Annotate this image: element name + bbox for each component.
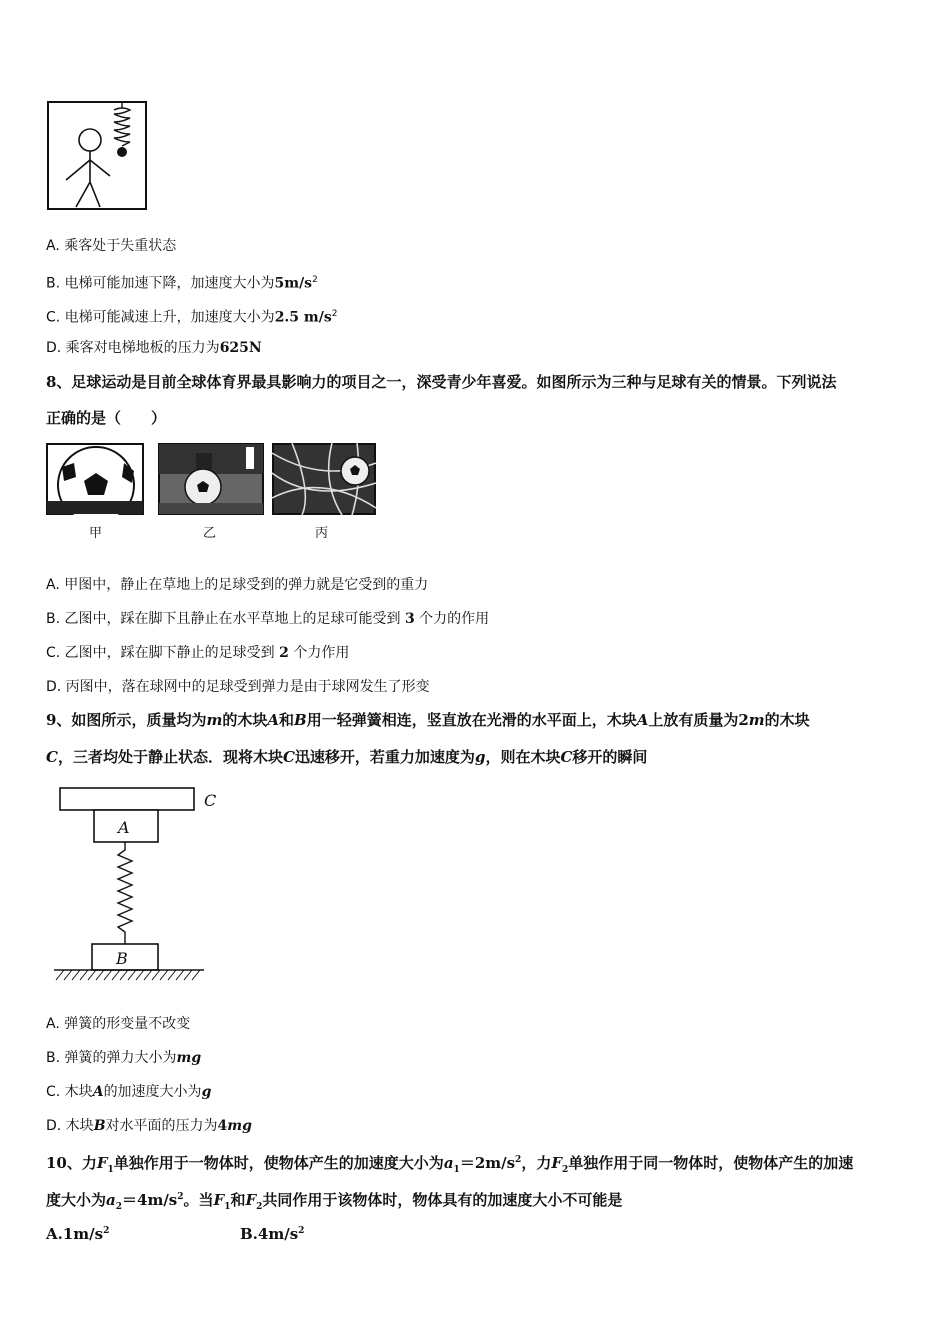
q8-option-c-tail: 个力作用 bbox=[293, 645, 350, 661]
q10-stem-text: ，力 bbox=[521, 1154, 552, 1172]
q7-option-c bbox=[46, 304, 337, 328]
q10-superscript: 2 bbox=[515, 1155, 522, 1165]
label-c: C bbox=[204, 791, 217, 810]
caption-yi: 乙 bbox=[203, 526, 217, 541]
q7-option-d-value: 625N bbox=[219, 340, 262, 356]
q9-symbol-m: m bbox=[748, 711, 765, 729]
q10-superscript: 2 bbox=[177, 1192, 184, 1202]
q10-subscript: 2 bbox=[561, 1165, 569, 1175]
football-photo-yi bbox=[158, 443, 264, 515]
q8-option-d: D. 丙图中，落在球网中的足球受到弹力是由于球网发生了形变 bbox=[46, 679, 430, 695]
spring-block-diagram bbox=[52, 784, 232, 984]
q9-stem-line2 bbox=[46, 747, 647, 767]
q10-stem-line2 bbox=[46, 1187, 622, 1217]
q8-stem-line1: 8、足球运动是目前全球体育界最具影响力的项目之一，深受青少年喜爱。如图所示为三种与足球有关的情景。下列说法 bbox=[46, 373, 837, 391]
q9-option-d-symbol: B bbox=[93, 1118, 106, 1134]
elevator-figure bbox=[46, 100, 150, 212]
caption-bing: 丙 bbox=[315, 526, 329, 541]
q8-option-b-number: 3 bbox=[404, 611, 415, 627]
q9-symbol-m: m bbox=[206, 711, 223, 729]
q9-option-d bbox=[46, 1116, 252, 1136]
q9-option-c-text: C. 木块 bbox=[46, 1084, 93, 1100]
q9-option-b-text: B. 弹簧的弹力大小为 bbox=[46, 1050, 177, 1066]
q8-option-c bbox=[46, 643, 349, 663]
q9-option-d-mid: 对水平面的压力为 bbox=[105, 1118, 218, 1134]
q9-option-a: A. 弹簧的形变量不改变 bbox=[46, 1016, 191, 1032]
q7-option-b bbox=[46, 270, 318, 294]
q9-stem-text: 迅速移开，若重力加速度为 bbox=[294, 748, 475, 766]
q10-option-b bbox=[240, 1221, 304, 1244]
label-a: A bbox=[118, 818, 130, 837]
q9-stem-text: ，则在木块 bbox=[485, 748, 561, 766]
q9-option-d-number: 4 bbox=[217, 1118, 228, 1134]
q8-option-b bbox=[46, 609, 489, 629]
caption-jia: 甲 bbox=[89, 526, 103, 541]
q10-stem-text: 度大小为 bbox=[46, 1191, 107, 1209]
q10-stem-text: 10、力 bbox=[46, 1154, 97, 1172]
q10-symbol-f: F bbox=[213, 1191, 225, 1209]
q10-stem-line1 bbox=[46, 1150, 853, 1180]
q10-subscript: 1 bbox=[453, 1165, 460, 1175]
q7-option-b-value: 5m/s bbox=[274, 275, 313, 292]
q10-symbol-a: a bbox=[443, 1154, 454, 1172]
q7-option-a bbox=[46, 236, 176, 256]
q9-symbol-c: C bbox=[46, 748, 58, 766]
q10-symbol-f: F bbox=[96, 1154, 108, 1172]
q9-stem-text: 上放有质量为 bbox=[648, 711, 739, 729]
q9-number: 2 bbox=[738, 711, 749, 729]
q10-subscript: 1 bbox=[107, 1165, 114, 1175]
q10-symbol-f: F bbox=[551, 1154, 562, 1172]
q9-symbol-b: B bbox=[294, 711, 307, 729]
q10-option-a bbox=[46, 1221, 109, 1244]
q9-symbol-c: C bbox=[282, 748, 295, 766]
q9-option-c-symbol: A bbox=[92, 1084, 104, 1100]
q10-option-a-sup: 2 bbox=[103, 1226, 110, 1236]
q9-option-c-mid: 的加速度大小为 bbox=[103, 1084, 202, 1100]
q10-stem-text: 共同作用于该物体时，物体具有的加速度大小不可能是 bbox=[262, 1191, 623, 1209]
q10-symbol-f: F bbox=[245, 1191, 257, 1209]
q7-option-c-text: C. 电梯可能减速上升，加速度大小为 bbox=[46, 309, 275, 326]
q8-option-a: A. 甲图中，静止在草地上的足球受到的弹力就是它受到的重力 bbox=[46, 577, 429, 593]
q8-option-b-text: B. 乙图中，踩在脚下且静止在水平草地上的足球可能受到 bbox=[46, 611, 401, 627]
football-photo-bing bbox=[272, 443, 376, 515]
q10-subscript: 2 bbox=[115, 1202, 123, 1212]
q7-option-d bbox=[46, 338, 262, 358]
q8-option-c-text: C. 乙图中，踩在脚下静止的足球受到 bbox=[46, 645, 275, 661]
football-photo-jia bbox=[46, 443, 144, 515]
q10-stem-text: 和 bbox=[230, 1191, 246, 1209]
q10-option-b-sup: 2 bbox=[298, 1226, 305, 1236]
q10-subscript: 2 bbox=[256, 1202, 263, 1212]
q10-subscript: 1 bbox=[224, 1202, 231, 1212]
q8-option-c-number: 2 bbox=[279, 645, 289, 661]
q9-option-d-text: D. 木块 bbox=[46, 1118, 94, 1134]
q9-symbol-a: A bbox=[267, 711, 279, 729]
q7-option-d-text: D. 乘客对电梯地板的压力为 bbox=[46, 340, 220, 356]
q10-option-b-text: B.4m/s bbox=[240, 1225, 299, 1243]
q10-stem-text: 。当 bbox=[183, 1191, 214, 1209]
q9-stem-line1 bbox=[46, 710, 810, 730]
q7-option-c-sup: 2 bbox=[331, 309, 338, 319]
q10-stem-text: 单独作用于一物体时，使物体产生的加速度大小为 bbox=[113, 1154, 444, 1172]
q9-stem-text: 的木块 bbox=[764, 711, 810, 729]
q7-option-b-text: B. 电梯可能加速下降，加速度大小为 bbox=[46, 275, 275, 292]
q10-option-a-text: A.1m/s bbox=[46, 1225, 104, 1243]
q9-symbol-c: C bbox=[560, 748, 573, 766]
q9-option-c-value: g bbox=[201, 1084, 212, 1100]
q9-stem-text: ，三者均处于静止状态．现将木块 bbox=[57, 748, 283, 766]
q8-option-b-tail: 个力的作用 bbox=[419, 611, 490, 627]
q10-stem-text: 单独作用于同一物体时，使物体产生的加速 bbox=[568, 1154, 854, 1172]
q9-stem-text: 用一轻弹簧相连，竖直放在光滑的水平面上，木块 bbox=[306, 711, 637, 729]
q9-symbol-a: A bbox=[636, 711, 649, 729]
label-b: B bbox=[116, 949, 128, 968]
q8-stem-line2: 正确的是（ ） bbox=[46, 409, 167, 427]
q7-option-c-value: 2.5 m/s bbox=[274, 309, 332, 326]
q7-option-b-sup: 2 bbox=[312, 275, 318, 285]
q10-value: ＝2m/s bbox=[459, 1154, 516, 1172]
q9-symbol-g: g bbox=[474, 748, 486, 766]
q9-option-b-value: mg bbox=[176, 1050, 202, 1066]
q9-stem-text: 和 bbox=[278, 711, 294, 729]
q9-stem-text: 的木块 bbox=[222, 711, 268, 729]
q9-option-b bbox=[46, 1048, 201, 1068]
q9-stem-text: 9、如图所示，质量均为 bbox=[46, 711, 207, 729]
q7-option-a-text: A. 乘客处于失重状态 bbox=[46, 238, 177, 254]
q9-stem-text: 移开的瞬间 bbox=[572, 748, 648, 766]
q10-symbol-a: a bbox=[106, 1191, 116, 1209]
q9-option-c bbox=[46, 1082, 211, 1102]
q9-option-d-value: mg bbox=[227, 1118, 252, 1134]
q10-value: ＝4m/s bbox=[122, 1191, 178, 1209]
